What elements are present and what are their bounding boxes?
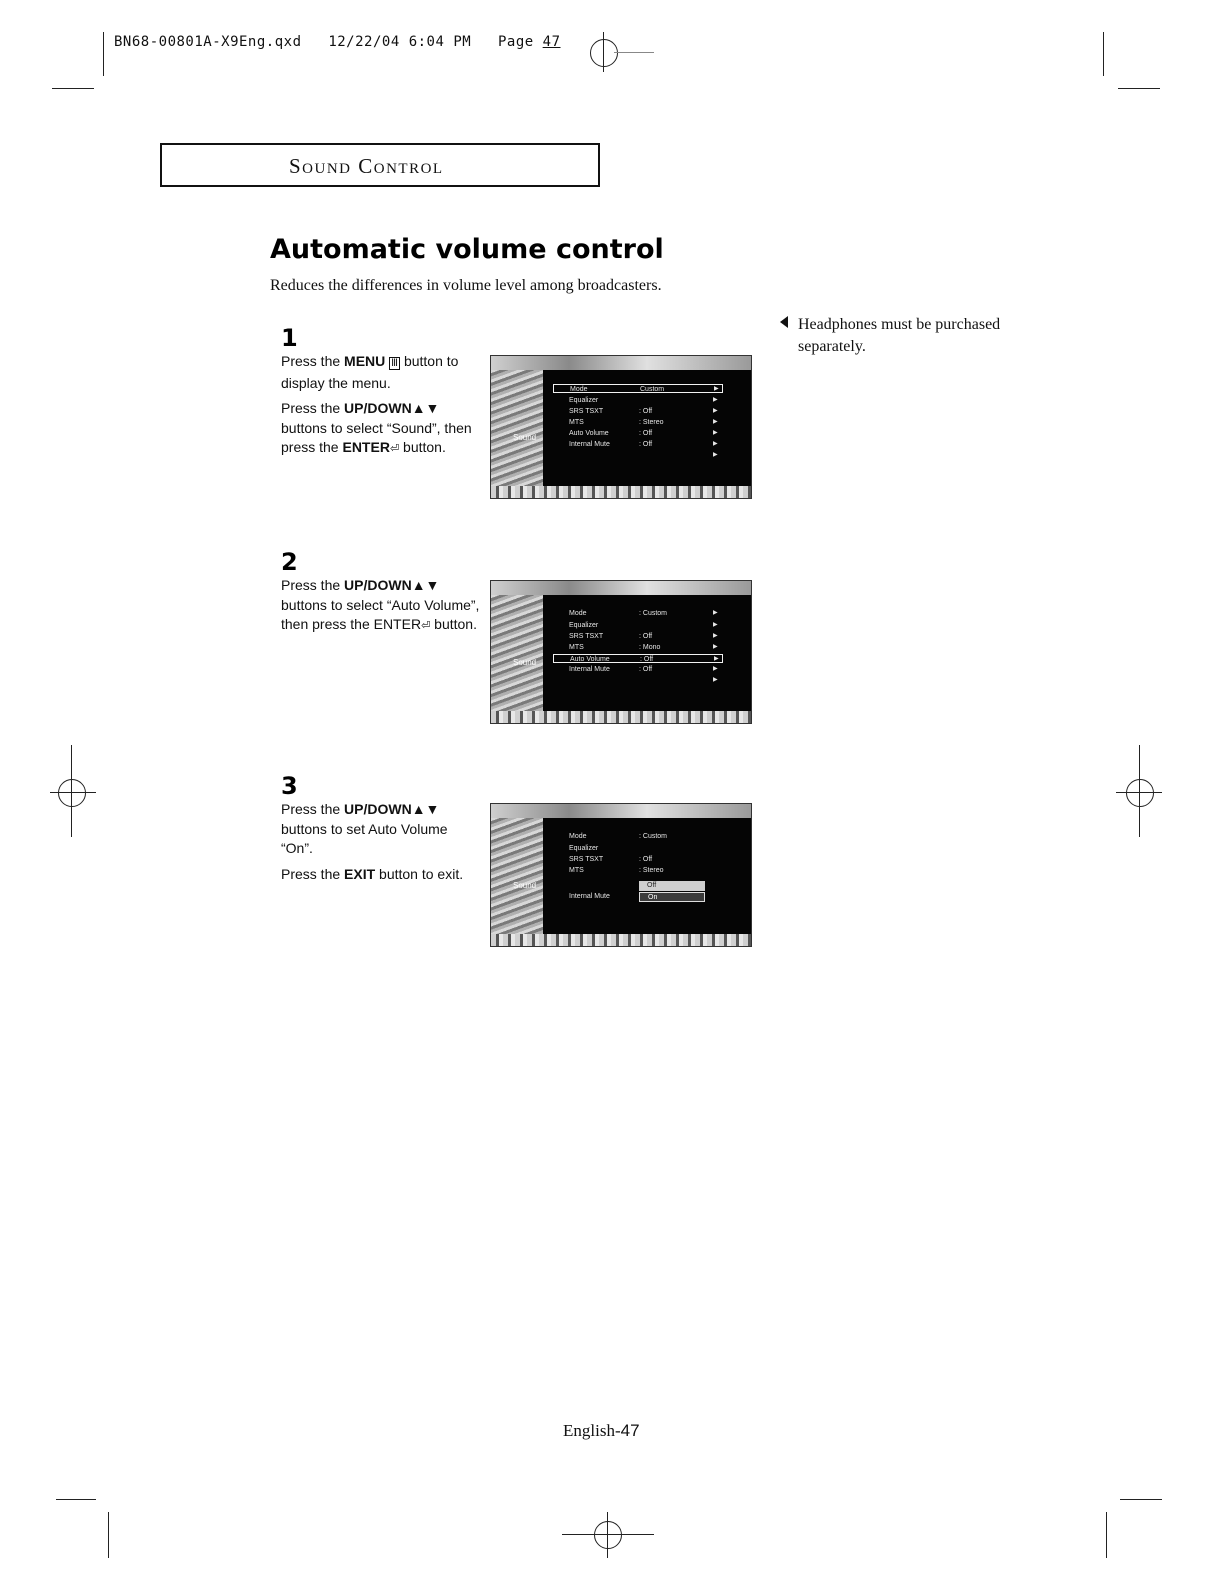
- crop-mark: [108, 1512, 109, 1558]
- osd-row-value: : Off: [639, 441, 653, 448]
- crop-mark: [614, 52, 654, 53]
- crop-mark: [607, 1512, 608, 1558]
- text: buttons to set Auto Volume “On”.: [281, 820, 448, 856]
- osd-menu-row: [553, 384, 723, 393]
- osd-menu-row: [553, 866, 723, 875]
- step-number: 3: [281, 772, 298, 800]
- crop-mark: [1139, 745, 1140, 837]
- step-paragraph: [281, 352, 481, 393]
- text: Press the: [281, 801, 345, 817]
- osd-menu-row: [553, 429, 723, 438]
- key-name: UP/DOWN▲▼: [344, 801, 440, 817]
- chevron-right-icon: ▶: [713, 644, 718, 650]
- text: button to display the menu.: [281, 353, 459, 391]
- crop-mark: [71, 745, 72, 837]
- osd-row-label: Mode: [569, 610, 587, 617]
- osd-row-label: Equalizer: [569, 397, 599, 404]
- text: button.: [430, 616, 477, 632]
- osd-side-label: Sound: [513, 658, 537, 667]
- chevron-right-icon: ▶: [713, 622, 718, 628]
- crop-mark: [1120, 1499, 1162, 1500]
- text: Press the: [281, 577, 345, 593]
- osd-menu-row: [553, 621, 723, 630]
- key-name: MENU: [344, 353, 386, 369]
- crop-mark: [103, 32, 104, 76]
- slug-date: 12/22/04: [328, 34, 400, 50]
- osd-menu-row: [553, 844, 723, 853]
- osd-row-label: MTS: [569, 644, 584, 651]
- text: Press the: [281, 400, 345, 416]
- osd-menu-row: [553, 665, 723, 674]
- osd-row-value: : Off: [639, 666, 653, 673]
- osd-row-value: : Custom: [639, 833, 668, 840]
- chevron-right-icon: ▶: [714, 656, 719, 662]
- page-title: Automatic volume control: [270, 234, 664, 265]
- osd-popup-text: On: [648, 894, 658, 901]
- osd-menu-row: [553, 855, 723, 864]
- page-subtitle: Reduces the differences in volume level among broadcasters.: [270, 277, 662, 294]
- osd-menu-row: [553, 643, 723, 652]
- osd-bottom-bar: [491, 486, 751, 498]
- enter-icon: ⏎: [421, 620, 431, 632]
- registration-mark-icon: [590, 39, 618, 67]
- enter-icon: ⏎: [389, 443, 400, 455]
- step-instructions: [281, 352, 481, 466]
- osd-row-value: : Stereo: [639, 419, 664, 426]
- osd-row-label: Auto Volume: [570, 656, 610, 663]
- side-note: [780, 314, 1040, 358]
- osd-row-label: SRS TSXT: [569, 408, 604, 415]
- slug-file: BN68-00801A-X9Eng.qxd: [114, 34, 302, 50]
- osd-menu-row: [553, 632, 723, 641]
- key-name: UP/DOWN▲▼: [344, 577, 440, 593]
- text: Press the: [281, 353, 345, 369]
- osd-row-value: : Stereo: [639, 867, 664, 874]
- osd-row-label: MTS: [569, 419, 584, 426]
- osd-row-label: Equalizer: [569, 622, 599, 629]
- osd-row-value: : Custom: [639, 610, 668, 617]
- text: Press the: [281, 865, 345, 882]
- chevron-right-icon: ▶: [714, 386, 719, 392]
- osd-row-label: Auto Volume: [569, 430, 609, 437]
- key-name: UP/DOWN▲▼: [344, 400, 440, 416]
- osd-row-value: : Off: [640, 656, 654, 663]
- osd-row-label: MTS: [569, 867, 584, 874]
- osd-top-bar: [491, 804, 751, 818]
- chevron-right-icon: ▶: [713, 452, 718, 458]
- chevron-right-icon: ▶: [713, 397, 718, 403]
- page-footer: [563, 1421, 640, 1441]
- osd-row-label: Internal Mute: [569, 666, 610, 673]
- section-title: Sound Control: [289, 154, 444, 178]
- printer-slug: [114, 34, 561, 50]
- tv-menu-screenshot: [490, 355, 752, 499]
- osd-row-value: : Mono: [639, 644, 661, 651]
- osd-menu-row: [553, 451, 723, 460]
- step-paragraph: [281, 800, 481, 859]
- osd-popup-selected: [639, 892, 705, 902]
- osd-row-label: Internal Mute: [569, 893, 610, 900]
- registration-mark-icon: [594, 1521, 622, 1549]
- osd-side-label: Sound: [513, 881, 537, 890]
- slug-page-label: Page: [498, 34, 534, 50]
- note-line-2: separately.: [798, 338, 866, 355]
- chevron-right-icon: ▶: [713, 408, 718, 414]
- chevron-right-icon: ▶: [713, 441, 718, 447]
- crop-mark: [1103, 32, 1104, 76]
- text: buttons to select “Auto Volume”, then press the ENTER: [281, 596, 480, 632]
- step-number: 1: [281, 324, 298, 352]
- footer-page-number: 47: [620, 1421, 640, 1440]
- chevron-right-icon: ▶: [713, 677, 718, 683]
- step-paragraph: [281, 865, 481, 885]
- text: buttons to select “Sound”, then press the: [281, 419, 472, 455]
- osd-row-label: Equalizer: [569, 845, 599, 852]
- footer-label: English-: [563, 1421, 621, 1440]
- osd-row-label: Mode: [570, 386, 588, 393]
- osd-bottom-bar: [491, 934, 751, 946]
- osd-sidebar: [491, 818, 543, 936]
- crop-mark: [603, 32, 604, 72]
- chevron-right-icon: ▶: [713, 430, 718, 436]
- text: button.: [399, 439, 446, 455]
- osd-row-label: Mode: [569, 833, 587, 840]
- osd-row-label: SRS TSXT: [569, 856, 604, 863]
- osd-menu-row: [553, 676, 723, 685]
- step-paragraph: [281, 576, 481, 637]
- chevron-right-icon: ▶: [713, 666, 718, 672]
- osd-row-value: Custom: [640, 386, 665, 393]
- registration-mark-icon: [58, 779, 86, 807]
- chevron-right-icon: ▶: [713, 419, 718, 425]
- osd-row-value: : Off: [639, 633, 653, 640]
- osd-row-value: : Off: [639, 856, 653, 863]
- key-name: EXIT: [344, 865, 376, 882]
- crop-mark: [1116, 792, 1162, 793]
- osd-sidebar: [491, 595, 543, 713]
- osd-row-label: SRS TSXT: [569, 633, 604, 640]
- osd-sidebar: [491, 370, 543, 488]
- osd-menu-row: [553, 407, 723, 416]
- slug-page-number: 47: [542, 34, 561, 50]
- osd-menu-row: [553, 396, 723, 405]
- osd-menu-row: [553, 832, 723, 841]
- osd-top-bar: [491, 581, 751, 595]
- crop-mark: [1106, 1512, 1107, 1558]
- registration-mark-icon: [1126, 779, 1154, 807]
- osd-row-value: : Off: [639, 430, 653, 437]
- step-instructions: [281, 800, 481, 890]
- menu-icon: Ⅲ: [391, 358, 399, 369]
- osd-menu-row: [553, 418, 723, 427]
- chevron-right-icon: ▶: [713, 633, 718, 639]
- step-instructions: [281, 576, 481, 643]
- note-line-1: Headphones must be purchased: [798, 316, 1001, 333]
- crop-mark: [50, 792, 96, 793]
- osd-top-bar: [491, 356, 751, 370]
- osd-side-label: Sound: [513, 433, 537, 442]
- osd-bottom-bar: [491, 711, 751, 723]
- step-number: 2: [281, 548, 298, 576]
- pointer-arrow-icon: [780, 316, 788, 328]
- crop-mark: [562, 1534, 654, 1535]
- key-name: ENTER: [342, 439, 390, 455]
- osd-menu-row: [553, 609, 723, 618]
- crop-mark: [56, 1499, 96, 1500]
- text: button to exit.: [375, 865, 464, 882]
- crop-mark: [52, 88, 94, 89]
- osd-popup-option: [639, 881, 705, 891]
- slug-time: 6:04 PM: [408, 34, 472, 50]
- tv-menu-screenshot: [490, 803, 752, 947]
- osd-row-label: Internal Mute: [569, 441, 610, 448]
- osd-menu-row: [553, 440, 723, 449]
- step-paragraph: [281, 399, 481, 460]
- crop-mark: [1118, 88, 1160, 89]
- tv-menu-screenshot: [490, 580, 752, 724]
- osd-row-value: : Off: [639, 408, 653, 415]
- chevron-right-icon: ▶: [713, 610, 718, 616]
- osd-popup-text: Off: [647, 882, 657, 889]
- osd-menu-row: [553, 654, 723, 663]
